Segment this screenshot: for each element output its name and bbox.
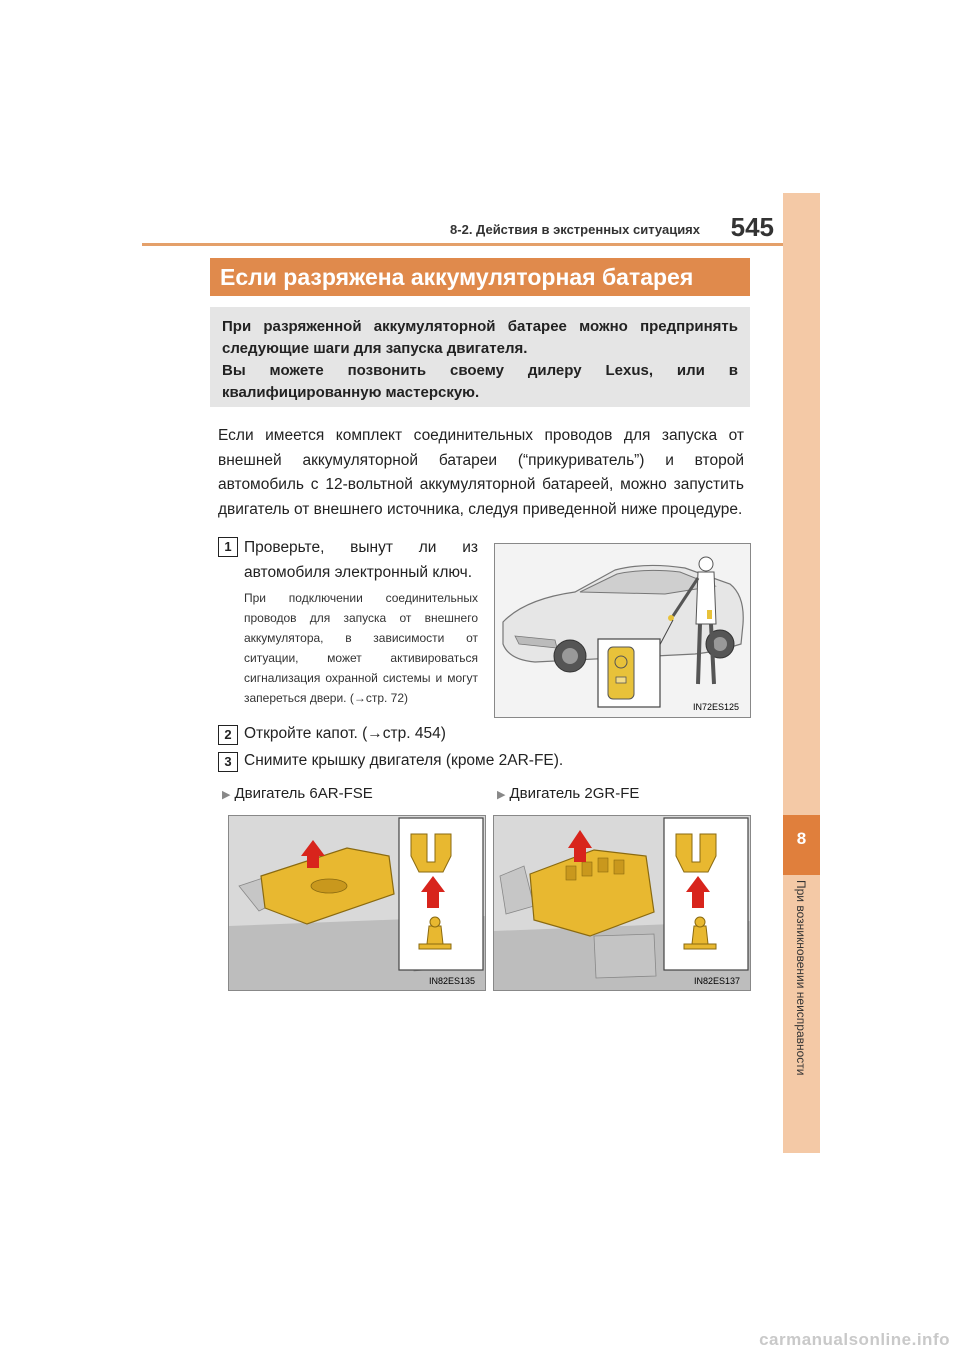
chapter-number: 8 xyxy=(796,829,807,848)
step-2-text: Откройте капот. (→стр. 454) xyxy=(244,725,446,742)
summary-line-1: При разряженной аккумуляторной батарее можно предпринять следующие шаги для запуска двигателя. xyxy=(222,318,738,357)
engine-label-text: Двигатель 2GR-FE xyxy=(509,785,640,802)
step-2-number: 2 xyxy=(218,725,238,745)
engine-6ar-image-code: IN82ES135 xyxy=(429,976,476,986)
engine-6ar-fse-illustration xyxy=(228,815,486,991)
electronic-key-illustration xyxy=(494,543,751,718)
bullet-triangle-icon: ▶ xyxy=(497,789,506,801)
engine-label-2gr-fe xyxy=(497,785,639,802)
section-header: 8-2. Действия в экстренных ситуациях xyxy=(450,222,700,237)
page-number: 545 xyxy=(730,212,774,242)
step-3-text: Снимите крышку двигателя (кроме 2AR-FE). xyxy=(244,752,564,769)
step-1-text: Проверьте, вынут ли из автомобиля электронный ключ. xyxy=(244,539,478,581)
intro-paragraph: Если имеется комплект соединительных проводов для запуска от внешней аккумуляторной батареи (“прикуриватель”) и второй автомобиль с 12-вольтной аккумуляторной батареей, можно запустить двигатель от внешнего источника, следуя приведенной ниже процедуре. xyxy=(218,427,744,518)
step-1-number: 1 xyxy=(218,537,238,557)
bullet-triangle-icon: ▶ xyxy=(222,789,231,801)
engine-2gr-fe-illustration xyxy=(493,815,751,991)
chapter-title: При возникновении неисправности xyxy=(794,880,808,1076)
summary-box xyxy=(210,307,750,407)
summary-line-2: Вы можете позвонить своему дилеру Lexus, или в квалифицированную мастерскую. xyxy=(222,362,738,401)
step-1-image-code: IN72ES125 xyxy=(693,702,740,712)
step-1-note: При подключении соединительных проводов для запуска от внешнего аккумулятора, в зависимости от ситуации, может активироваться сигнализация охранной системы и могут запереться двери. (→стр. 72) xyxy=(244,591,478,705)
step-3-number: 3 xyxy=(218,752,238,772)
site-watermark: carmanualsonline.info xyxy=(759,1330,950,1349)
engine-2gr-image-code: IN82ES137 xyxy=(694,976,741,986)
engine-label-text: Двигатель 6AR-FSE xyxy=(234,785,373,802)
page-title: Если разряжена аккумуляторная батарея xyxy=(210,258,750,296)
engine-label-6ar-fse xyxy=(222,785,373,802)
header-rule xyxy=(142,243,820,246)
